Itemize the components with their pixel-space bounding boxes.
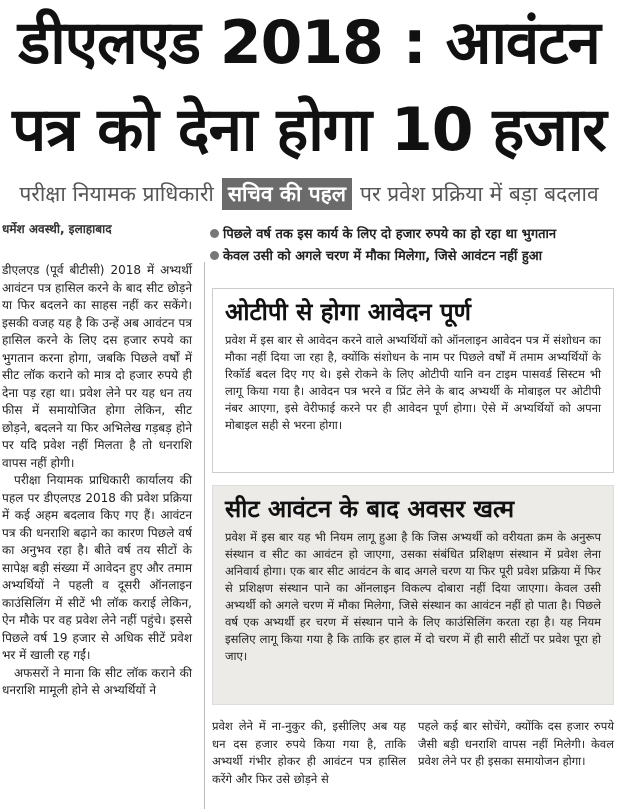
- headline-line2: पत्र को देना होगा 10 हजार: [12, 95, 606, 165]
- box-title: सीट आवंटन के बाद अवसर खत्म: [225, 492, 601, 525]
- byline: धर्मेश अवस्थी, इलाहाबाद: [2, 222, 112, 236]
- bullet-text: केवल उसी को अगले चरण में मौका मिलेगा, जिसे आवंटन नहीं हुआ: [223, 249, 543, 264]
- subheadline-after: पर प्रवेश प्रक्रिया में बड़ा बदलाव: [360, 182, 599, 206]
- paragraph: डीएलएड (पूर्व बीटीसी) 2018 में अभ्यर्थी आवंटन पत्र हासिल करने के बाद सीट छोड़ने या फिर बदलने का साहस नहीं कर सकेंगे। इसकी वजह यह है कि उन्हें अब आवंटन पत्र हासिल करने के लिए दस हजार रुपये का भुगतान करना होगा, जबकि पिछले वर्षों में सीट लॉक कराने को मात्र दो हजार रुपये ही देना पड़ रहा था। प्रवेश लेने पर यह धन तय फीस में समायोजित होगा लेकिन, सीट छोड़ने, बदलने या फिर अभिलेख गड़बड़ होने पर यदि प्रवेश नहीं मिलता है तो धनराशि वापस नहीं होगी।: [2, 263, 192, 470]
- bullet-text: पिछले वर्ष तक इस कार्य के लिए दो हजार रुपये का हो रहा था भुगतान: [223, 227, 557, 242]
- article-column-1: [2, 262, 192, 700]
- bullet-dot-icon: [210, 229, 219, 238]
- sidebar-box-seat: [212, 485, 614, 705]
- article-column-3: पहले कई बार सोचेंगे, क्योंकि दस हजार रुपये जैसी बड़ी धनराशि वापस नहीं मिलेगी। केवल प्रवेश लेने पर ही इसका समायोजन होगा।: [418, 719, 614, 768]
- bullet-list: [210, 224, 618, 268]
- bullet-item: [210, 246, 618, 268]
- box-title: ओटीपी से होगा आवेदन पूर्ण: [225, 298, 471, 326]
- box-body: प्रवेश में इस बार यह भी नियम लागू हुआ है कि जिस अभ्यर्थी को वरीयता क्रम के अनुरूप संस्थान व सीट का आवंटन हो जाएगा, उसका संबंधित प्रशिक्षण संस्थान में प्रवेश लेना अनिवार्य होगा। एक बार सीट आवंटन के बाद अगले चरण या फिर पूरी प्रवेश प्रक्रिया में फिर से प्रशिक्षण संस्थान पाने का ऑनलाइन विकल्प दोबारा नहीं दिया जाएगा। केवल उसी अभ्यर्थी को अगले चरण में मौका मिलेगा, जिसे संस्थान का आवंटन नहीं हो पाता है। पिछले वर्ष एक अभ्यर्थी हर चरण में संस्थान पाने के लिए काउंसिलिंग करता रहा है। यह नियम इसलिए लागू किया गया है कि ताकि हर हाल में दो चरण में ही सारी सीटों पर प्रवेश पूरा हो जाए।: [225, 530, 601, 663]
- column-divider: [204, 262, 205, 809]
- article-column-2: प्रवेश लेने में ना-नुकुर की, इसीलिए अब यह धन दस हजार रुपये किया गया है, ताकि अभ्यर्थी गंभीर होकर ही आवंटन पत्र हासिल करेंगे और फिर उसे छोड़ने से: [212, 719, 406, 786]
- box-body: प्रवेश में इस बार से आवेदन करने वाले अभ्यर्थियों को ऑनलाइन आवेदन पत्र में संशोधन का मौका नहीं दिया जा रहा है, क्योंकि संशोधन के नाम पर पिछले वर्षों में तमाम अभ्यर्थियों के रिकॉर्ड बदल दिए गए थे। इसे रोकने के लिए ओटीपी यानि वन टाइम पासवर्ड सिस्टम भी लागू किया गया है। आवेदन पत्र भरने व प्रिंट लेने के बाद अभ्यर्थी के मोबाइल पर ओटीपी नंबर आएगा, इसे वेरीफाई करने पर ही आवेदन पूर्ण होगा। ऐसे में अभ्यर्थियों को अपना मोबाइल सही से भरना होगा।: [225, 333, 601, 432]
- bullet-item: [210, 224, 618, 246]
- subheadline-before: परीक्षा नियामक प्राधिकारी: [19, 182, 214, 206]
- paragraph: परीक्षा नियामक प्राधिकारी कार्यालय की पहल पर डीएलएड 2018 की प्रवेश प्रक्रिया में कई अहम बदलाव किए गए हैं। आवंटन पत्र की धनराशि बढ़ाने का कारण पिछले वर्ष का अनुभव रहा है। बीते वर्ष तय सीटों के सापेक्ष बड़ी संख्या में आवेदन हुए और तमाम अभ्यर्थियों ने पहली व दूसरी ऑनलाइन काउंसिलिंग में सीटें भी लॉक कराई लेकिन, ऐन मौके पर वह प्रवेश लेने नहीं पहुंचे। इससे पिछले वर्ष 19 हजार से अधिक सीटें प्रवेश भर में खाली रह गईं।: [2, 473, 192, 662]
- subheadline: [0, 174, 618, 214]
- bullet-dot-icon: [210, 251, 219, 260]
- subheadline-highlight: सचिव की पहल: [222, 178, 352, 210]
- sidebar-box-otp: [212, 288, 614, 473]
- paragraph: अफसरों ने माना कि सीट लॉक कराने की धनराशि मामूली होने से अभ्यर्थियों ने: [2, 665, 192, 697]
- headline-line1: डीएलएड 2018 : आवंटन: [18, 8, 600, 78]
